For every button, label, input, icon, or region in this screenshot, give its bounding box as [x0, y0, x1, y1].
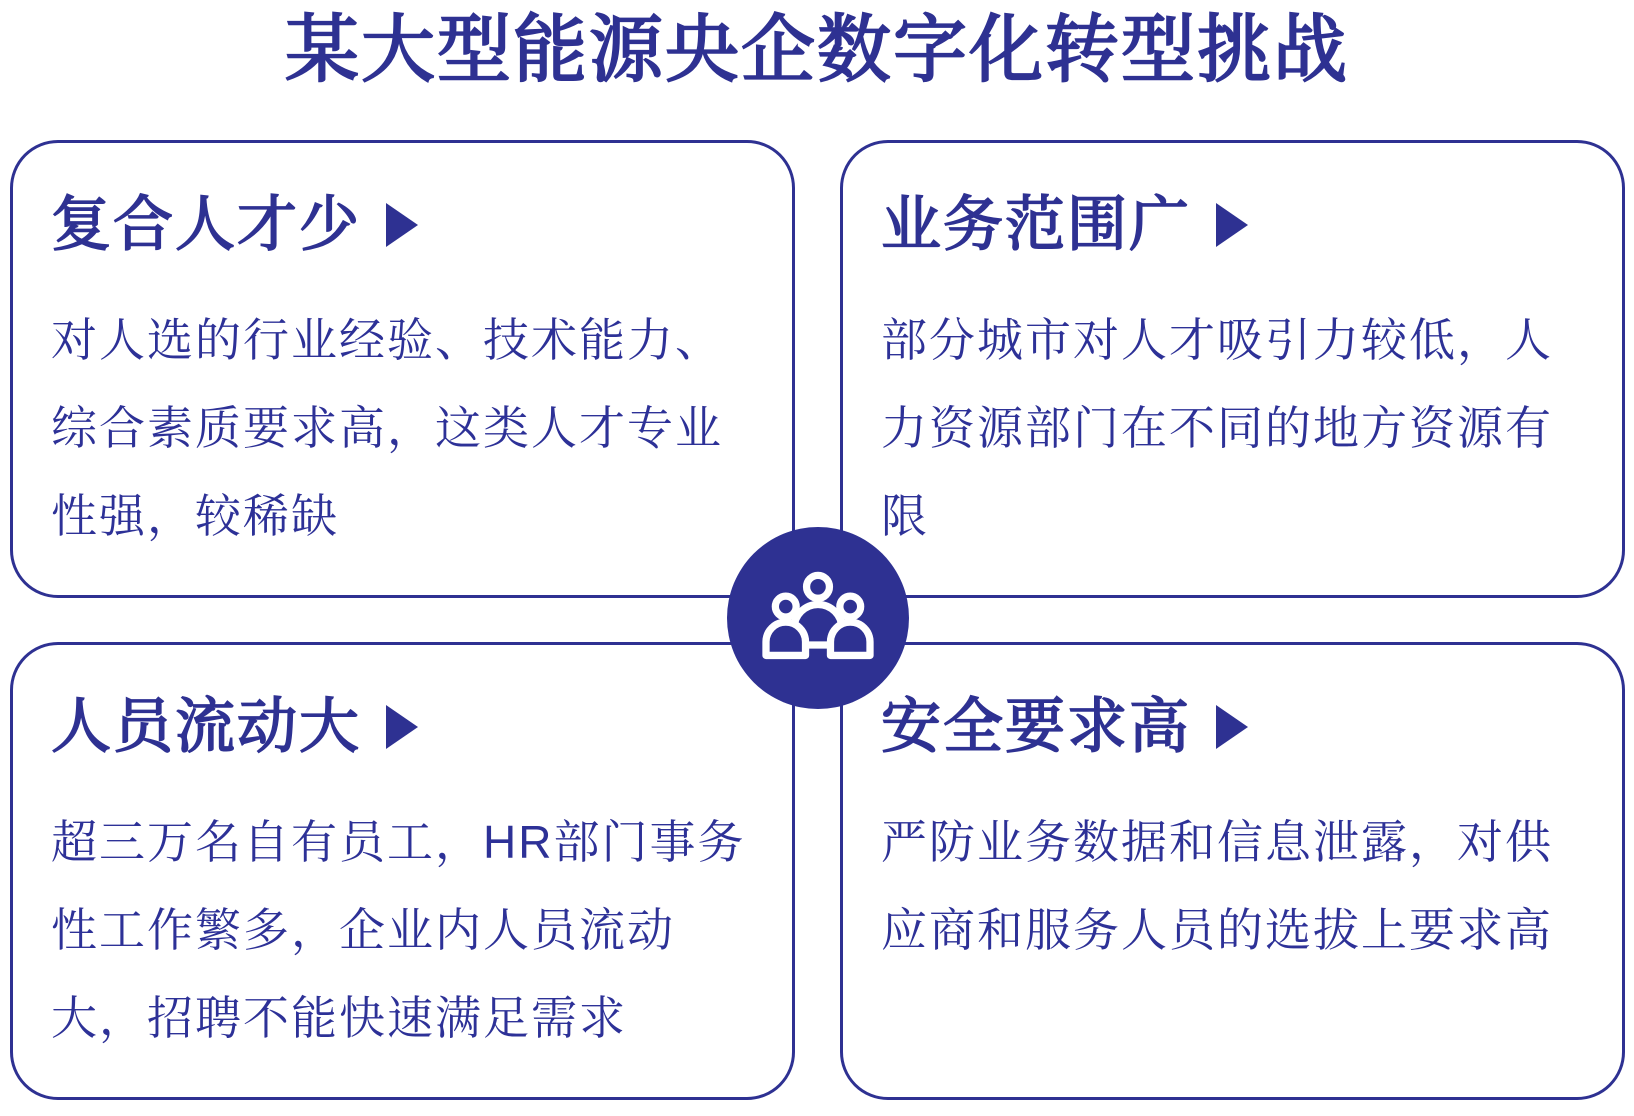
center-circle-badge [727, 527, 909, 709]
card-heading-row [51, 695, 754, 758]
card-heading: 安全要求高 [881, 693, 1191, 760]
play-arrow-icon [1215, 704, 1249, 750]
card-body: 超三万名自有员工，HR部门事务性工作繁多，企业内人员流动大，招聘不能快速满足需求 [51, 816, 746, 1044]
play-arrow-icon [385, 704, 419, 750]
card-security-requirement [840, 642, 1625, 1100]
card-business-scope [840, 140, 1625, 598]
play-arrow-icon [385, 202, 419, 248]
card-compound-talent [10, 140, 795, 598]
card-heading-row [881, 193, 1584, 256]
people-group-icon [755, 566, 881, 670]
card-heading: 业务范围广 [881, 191, 1191, 258]
card-body: 严防业务数据和信息泄露，对供应商和服务人员的选拔上要求高 [881, 816, 1553, 956]
card-staff-turnover [10, 642, 795, 1100]
page-title: 某大型能源央企数字化转型挑战 [285, 8, 1349, 91]
card-heading: 人员流动大 [51, 693, 361, 760]
card-heading-row [51, 193, 754, 256]
card-body: 部分城市对人才吸引力较低，人力资源部门在不同的地方资源有限 [881, 314, 1553, 542]
play-arrow-icon [1215, 202, 1249, 248]
card-heading-row [881, 695, 1584, 758]
card-body: 对人选的行业经验、技术能力、综合素质要求高，这类人才专业性强，较稀缺 [51, 314, 723, 542]
card-heading: 复合人才少 [51, 191, 361, 258]
